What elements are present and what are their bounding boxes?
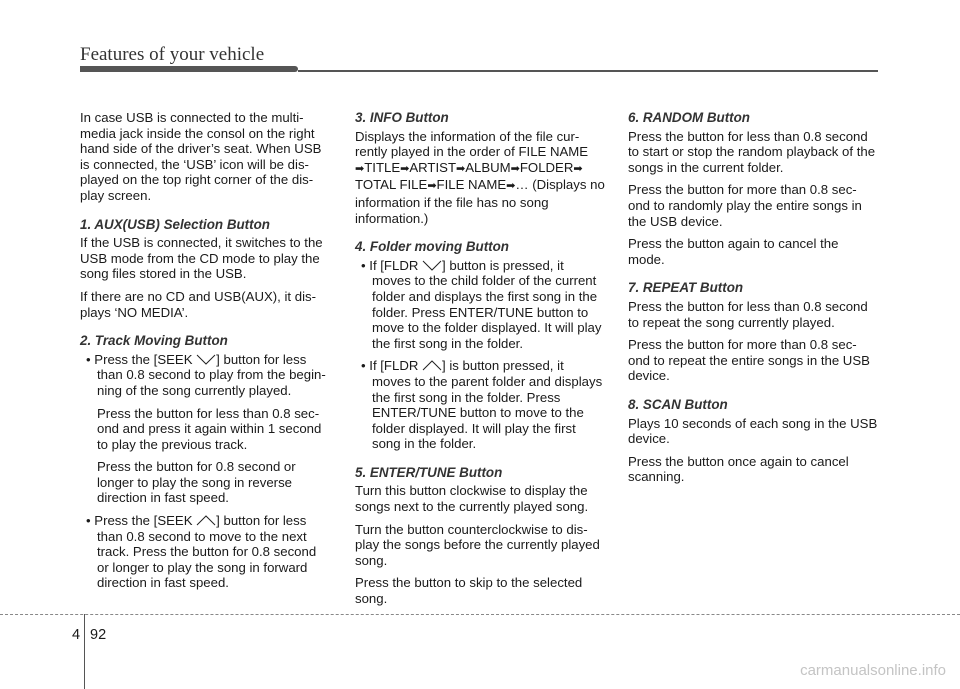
header-rule-thick bbox=[80, 66, 298, 72]
chevron-down-icon bbox=[422, 260, 442, 271]
footer-page-number: 92 bbox=[90, 627, 107, 643]
column-3 bbox=[628, 110, 878, 492]
random-paragraph-2: Press the button for more than 0.8 sec-ond to randomly play the entire songs in the USB device. bbox=[628, 182, 862, 229]
header-rule-thin bbox=[298, 70, 878, 72]
section-heading-folder-moving: 4. Folder moving Button bbox=[355, 239, 509, 255]
usb-intro-paragraph: In case USB is connected to the multi-media jack inside the consol on the right hand side of the driver’s seat. When USB is connected, the ‘USB’ icon will be dis-played on the top right corner of the dis-play screen. bbox=[80, 110, 322, 203]
info-text: TOTAL FILE bbox=[355, 177, 428, 193]
chevron-up-icon bbox=[422, 360, 442, 371]
chevron-down-icon bbox=[196, 354, 216, 365]
section-heading-track-moving: 2. Track Moving Button bbox=[80, 333, 228, 349]
random-paragraph-3: Press the button again to cancel the mode. bbox=[628, 236, 839, 267]
column-2 bbox=[355, 110, 605, 614]
bullet-text-post: ] button for less than 0.8 second to move to the next track. Press the button for 0.8 second or longer to play the song in forward direction in fast speed. bbox=[97, 513, 317, 591]
bullet-seek-up bbox=[80, 513, 330, 591]
bullet-text-post: ] button for less than 0.8 second to play from the begin-ning of the song currently played. bbox=[97, 351, 326, 398]
arrow-right-icon: ➡ bbox=[573, 162, 583, 175]
bullet-text-pre: • If [FLDR bbox=[361, 358, 423, 374]
repeat-paragraph-2: Press the button for more than 0.8 sec-ond to repeat the entire songs in the USB device. bbox=[628, 337, 870, 384]
scan-paragraph-2: Press the button once again to cancel scanning. bbox=[628, 453, 849, 485]
section-heading-scan: 8. SCAN Button bbox=[628, 396, 728, 412]
bullet-seek-down bbox=[80, 352, 330, 399]
info-text: … (Displays no information if the file has no song information.) bbox=[355, 177, 605, 226]
random-paragraph-1: Press the button for less than 0.8 second to start or stop the random playback of the songs in the current folder. bbox=[628, 128, 876, 175]
section-heading-aux-usb: 1. AUX(USB) Selection Button bbox=[80, 216, 270, 232]
bullet-text-post: ] is button pressed, it moves to the parent folder and displays the first song in the folder. Press ENTER/TUNE button to move to the folder displayed. It will play the first song in the folder. bbox=[372, 358, 603, 452]
seek-down-sub-2: Press the button for 0.8 second or longer to play the song in reverse direction in fast speed. bbox=[97, 459, 296, 506]
section-heading-random: 6. RANDOM Button bbox=[628, 110, 750, 125]
bullet-text-pre: • Press the [SEEK bbox=[86, 513, 197, 529]
aux-usb-paragraph-1: If the USB is connected, it switches to the USB mode from the CD mode to play the song files stored in the USB. bbox=[80, 235, 323, 282]
bullet-text-pre: • Press the [SEEK bbox=[86, 351, 197, 367]
arrow-right-icon: ➡ bbox=[456, 162, 466, 175]
watermark-text: carmanualsonline.info bbox=[800, 662, 946, 679]
page-header-title: Features of your vehicle bbox=[80, 44, 265, 65]
bullet-fldr-down bbox=[355, 258, 605, 352]
arrow-right-icon: ➡ bbox=[510, 162, 520, 175]
info-text: TITLE bbox=[364, 159, 401, 175]
aux-usb-paragraph-2: If there are no CD and USB(AUX), it dis-plays ‘NO MEDIA’. bbox=[80, 288, 316, 320]
info-text: FOLDER bbox=[519, 159, 574, 175]
info-text: ALBUM bbox=[465, 159, 511, 175]
section-heading-info: 3. INFO Button bbox=[355, 110, 449, 125]
arrow-right-icon: ➡ bbox=[427, 180, 437, 193]
info-text: FILE NAME bbox=[436, 177, 507, 193]
enter-tune-paragraph-1: Turn this button clockwise to display the songs next to the currently played song. bbox=[355, 483, 589, 515]
enter-tune-paragraph-2: Turn the button counterclockwise to dis-play the songs before the currently played song. bbox=[355, 521, 600, 568]
seek-down-sub-1: Press the button for less than 0.8 sec-ond and press it again within 1 second to play the previous track. bbox=[97, 405, 322, 452]
footer-vertical-rule bbox=[84, 614, 85, 689]
footer-chapter-number: 4 bbox=[72, 627, 81, 643]
arrow-right-icon: ➡ bbox=[506, 180, 516, 193]
chevron-up-icon bbox=[196, 515, 216, 526]
footer-dashed-rule bbox=[0, 614, 960, 615]
bullet-text-pre: • If [FLDR bbox=[361, 257, 423, 273]
info-text: ARTIST bbox=[409, 159, 456, 175]
arrow-right-icon: ➡ bbox=[355, 162, 365, 175]
section-heading-repeat: 7. REPEAT Button bbox=[628, 280, 744, 296]
column-1 bbox=[80, 110, 330, 598]
section-heading-enter-tune: 5. ENTER/TUNE Button bbox=[355, 464, 503, 480]
enter-tune-paragraph-3: Press the button to skip to the selected song. bbox=[355, 575, 583, 607]
bullet-text-post: ] button is pressed, it moves to the child folder of the current folder and displays the first song in the folder. Press ENTER/TUNE button to move to the folder displayed. It will play the first song in the folder. bbox=[372, 257, 602, 351]
scan-paragraph-1: Plays 10 seconds of each song in the USB device. bbox=[628, 415, 878, 447]
bullet-fldr-up bbox=[355, 358, 605, 452]
repeat-paragraph-1: Press the button for less than 0.8 second to repeat the song currently played. bbox=[628, 298, 868, 330]
info-text: Displays the information of the file cur-rently played in the order of FILE NAME bbox=[355, 128, 589, 160]
info-paragraph bbox=[355, 129, 605, 227]
arrow-right-icon: ➡ bbox=[400, 162, 410, 175]
